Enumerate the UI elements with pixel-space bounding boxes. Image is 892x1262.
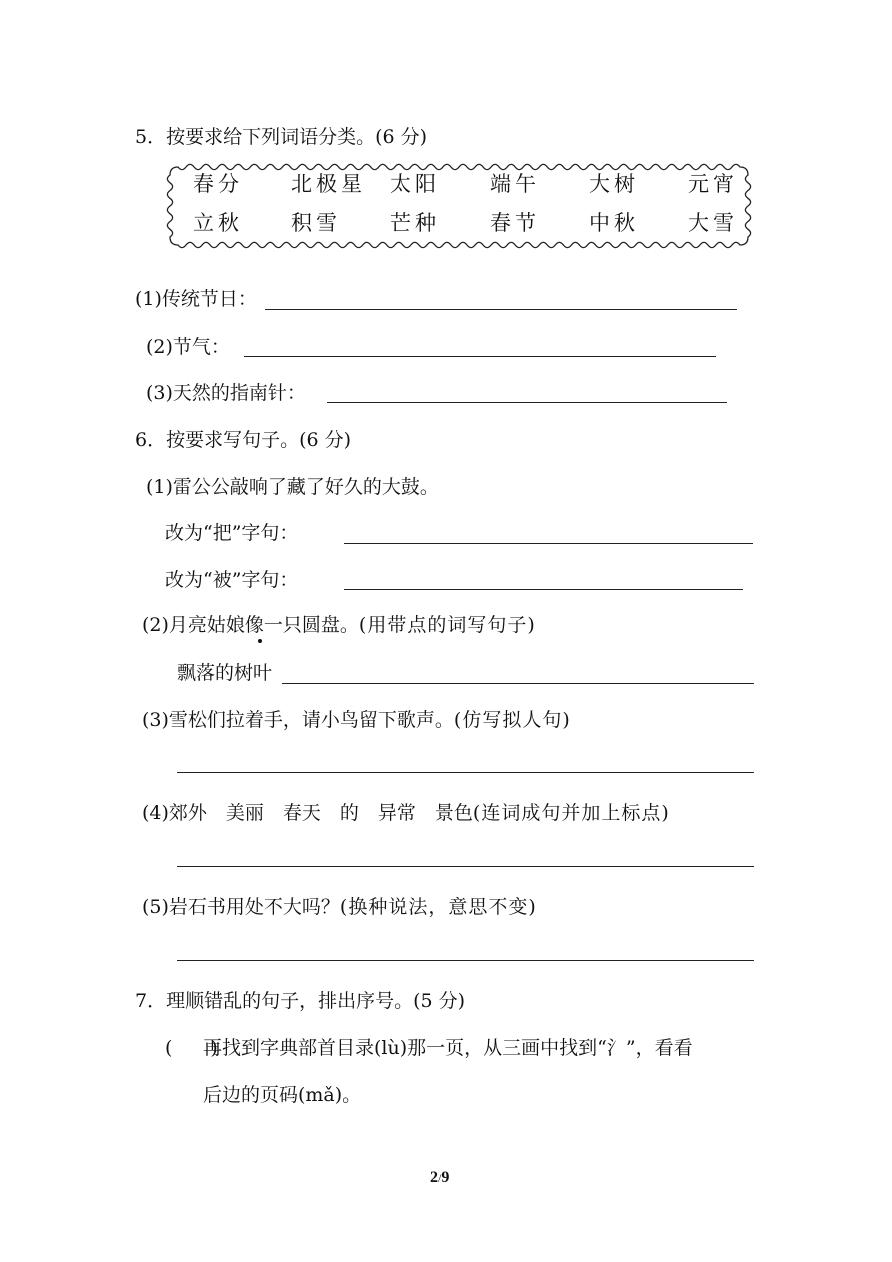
q6-s3-answer-line[interactable]: [177, 772, 754, 773]
q6-s4-note: (连词成句并加上标点): [472, 802, 670, 824]
q6-s4: [142, 804, 670, 823]
word-jixue: 积雪: [291, 211, 341, 235]
word-chunjie: 春节: [490, 211, 540, 235]
q5-sub1-label: (1)传统节日：: [135, 288, 257, 310]
q6-s2-answer-line[interactable]: [282, 683, 754, 684]
q6-s3-main: (3)雪松们拉着手，请小鸟留下歌声。: [142, 709, 454, 731]
q5-sub3-label: (3)天然的指南针：: [146, 382, 306, 404]
q6-s5: [142, 898, 537, 917]
q6-s3-note: (仿写拟人句): [453, 709, 571, 731]
q6-s1b-label: 改为“被”字句：: [165, 569, 299, 591]
q6-s1a-answer-line[interactable]: [344, 543, 753, 544]
q7-title: 7．理顺错乱的句子，排出序号。(5 分): [135, 990, 466, 1012]
q6-title: 6．按要求写句子。(6 分): [135, 429, 352, 451]
q6-s5-note: (换种说法，意思不变): [339, 896, 537, 918]
q5-sub3-answer-line[interactable]: [327, 402, 727, 403]
word-dashu: 大树: [589, 172, 639, 196]
q6-s2: [142, 616, 536, 635]
word-taiyang: 太阳: [390, 172, 440, 196]
q5-title: 5．按要求给下列词语分类。(6 分): [135, 126, 428, 148]
q5-sub2-answer-line[interactable]: [244, 356, 716, 357]
q6-s2-note: (用带点的词写句子): [358, 614, 536, 636]
word-yuanxiao: 元宵: [688, 172, 738, 196]
q6-s2-main: (2)月亮姑娘像一只圆盘。: [142, 614, 359, 636]
word-chunfen: 春分: [193, 172, 243, 196]
emphasis-dot: [258, 639, 262, 643]
q6-s4-main: (4)郊外 美丽 春天 的 异常 景色: [142, 802, 473, 824]
q7-item1-paren[interactable]: ( ): [165, 1037, 218, 1059]
word-mangzhong: 芒种: [390, 211, 440, 235]
q6-s5-answer-line[interactable]: [177, 960, 754, 961]
word-zhongqiu: 中秋: [589, 211, 639, 235]
q5-sub1-answer-line[interactable]: [265, 309, 737, 310]
word-daxue: 大雪: [688, 211, 738, 235]
q7-item1-line2: 后边的页码(mǎ)。: [203, 1084, 362, 1106]
q6-s1a-label: 改为“把”字句：: [165, 522, 299, 544]
word-duanwu: 端午: [490, 172, 540, 196]
q6-s2-prompt: 飘落的树叶: [177, 662, 273, 684]
word-beijixing: 北极星: [291, 172, 366, 196]
page-current: 2: [430, 1169, 438, 1186]
q7-item1-line1: 再找到字典部首目录(lù)那一页，从三画中找到“氵”，看看: [203, 1037, 693, 1059]
page-separator: /: [438, 1171, 442, 1185]
page-number: [430, 1170, 449, 1186]
word-liqiu: 立秋: [193, 211, 243, 235]
q6-s4-answer-line[interactable]: [177, 866, 754, 867]
q6-s1b-answer-line[interactable]: [344, 589, 743, 590]
q6-s5-main: (5)岩石书用处不大吗？: [142, 896, 340, 918]
q6-s3: [142, 711, 571, 730]
page-total: 9: [441, 1169, 450, 1186]
word-box-wavy-border: [166, 163, 752, 249]
q5-sub2-label: (2)节气：: [146, 336, 230, 358]
q6-s1: (1)雷公公敲响了藏了好久的大鼓。: [146, 476, 439, 498]
